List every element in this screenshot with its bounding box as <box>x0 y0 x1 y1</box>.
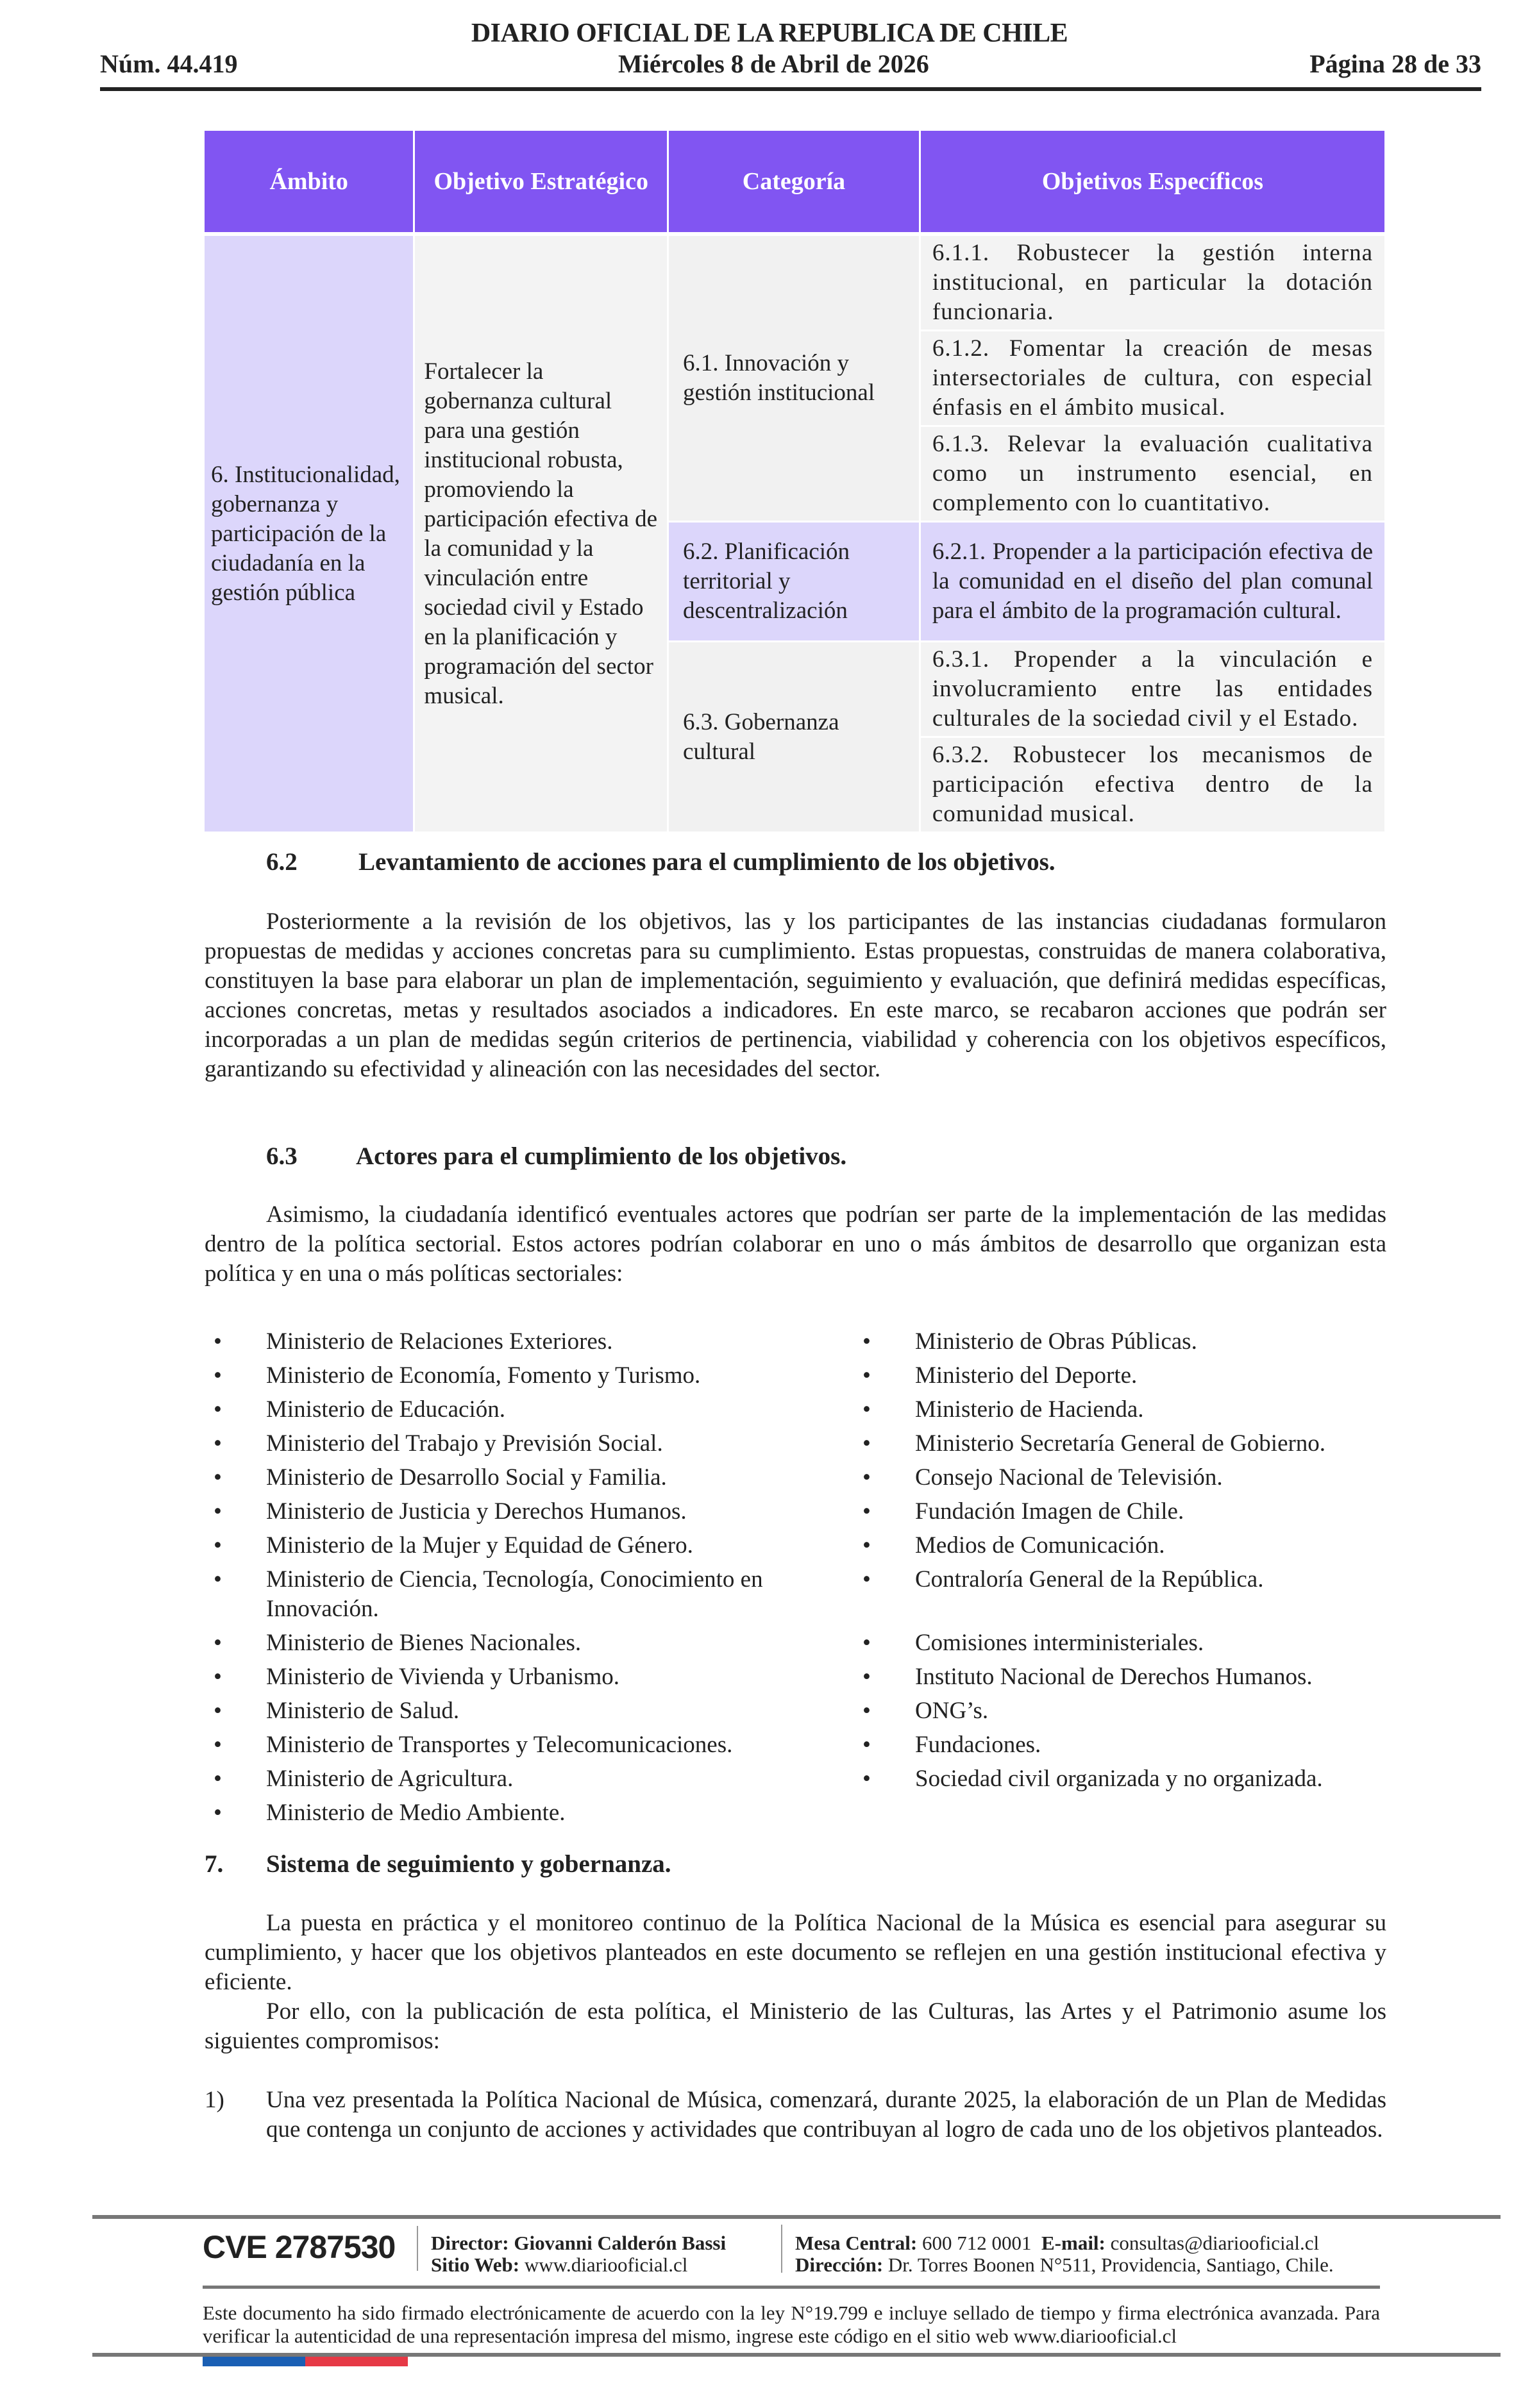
bullet-icon: • <box>214 1566 222 1593</box>
actor-name: ONG’s. <box>915 1698 989 1724</box>
actor-name: Ministerio de Obras Públicas. <box>915 1328 1197 1355</box>
newspaper-title: DIARIO OFICIAL DE LA REPUBLICA DE CHILE <box>471 19 1068 48</box>
actor-name: Consejo Nacional de Televisión. <box>915 1464 1223 1491</box>
bullet-icon: • <box>214 1362 222 1389</box>
actor-name: Comisiones interministeriales. <box>915 1630 1204 1656</box>
actor-name: Ministerio de la Mujer y Equidad de Género. <box>266 1532 693 1559</box>
bullet-icon: • <box>862 1396 871 1423</box>
actor-list-item <box>205 1429 854 1459</box>
commitment-item <box>205 2086 1386 2145</box>
issue-date: Miércoles 8 de Abril de 2026 <box>618 49 929 78</box>
actor-list-item <box>854 1429 1386 1459</box>
actor-list-item <box>854 1628 1386 1658</box>
phone: 600 712 0001 <box>922 2232 1032 2254</box>
actor-name: Ministerio de Vivienda y Urbanismo. <box>266 1664 619 1690</box>
actor-list-item <box>205 1662 854 1692</box>
footer-separator <box>781 2225 782 2273</box>
actor-name: Ministerio de Justicia y Derechos Humanos. <box>266 1498 687 1525</box>
actor-list-item <box>205 1730 854 1760</box>
actor-list-item <box>854 1565 1386 1624</box>
actor-name: Ministerio de Hacienda. <box>915 1396 1144 1423</box>
categoria-cell: 6.3. Gobernanza cultural <box>668 642 920 833</box>
actor-list-item <box>854 1361 1386 1391</box>
actor-list-item <box>205 1531 854 1560</box>
actor-name: Ministerio de Relaciones Exteriores. <box>266 1328 613 1355</box>
legal-notice: Este documento ha sido firmado electrónicamente de acuerdo con la ley N°19.799 e incluye sellado de tiempo y firma electrónica avanzada. Para verificar la autenticidad de una representación impresa del mismo, ingrese este código en el sitio web www.diariooficial.cl <box>203 2302 1380 2347</box>
section-title: Actores para el cumplimiento de los objetivos. <box>356 1142 847 1170</box>
bullet-icon: • <box>214 1698 222 1724</box>
actor-name: Ministerio del Trabajo y Previsión Social. <box>266 1430 663 1457</box>
actor-list-item <box>854 1798 1386 1828</box>
label: Sitio Web: <box>431 2253 520 2276</box>
actor-list-item <box>205 1798 854 1828</box>
actor-list-item <box>854 1764 1386 1794</box>
especifico-cell: 6.1.2. Fomentar la creación de mesas intersectoriales de cultura, con especial énfasis en el ámbito musical. <box>920 331 1385 426</box>
categoria-cell: 6.1. Innovación y gestión institucional <box>668 234 920 522</box>
actor-list-item <box>854 1395 1386 1425</box>
section-6-3-paragraph: Asimismo, la ciudadanía identificó eventuales actores que podrían ser parte de la implementación de las medidas dentro de la política sectorial. Estos actores podrían colaborar en uno o más ámbitos de desarrollo que organizan esta política y en una o más políticas sectoriales: <box>205 1201 1386 1287</box>
actor-name: Ministerio de Agricultura. <box>266 1766 514 1792</box>
ambito-cell: 6. Institucionalidad, gobernanza y participación de la ciudadanía en la gestión pública <box>205 234 414 833</box>
categoria-cell: 6.2. Planificación territorial y descentralización <box>668 522 920 642</box>
actor-name: Ministerio de Desarrollo Social y Familia. <box>266 1464 667 1491</box>
section-number: 7. <box>205 1850 224 1878</box>
footer-director-block <box>431 2232 726 2276</box>
bullet-icon: • <box>214 1732 222 1758</box>
section-title: Levantamiento de acciones para el cumplimiento de los objetivos. <box>358 848 1055 876</box>
website-link[interactable]: www.diariooficial.cl <box>524 2253 688 2276</box>
bullet-icon: • <box>862 1732 871 1758</box>
actor-name: Sociedad civil organizada y no organizada. <box>915 1766 1323 1792</box>
actor-list-item <box>854 1327 1386 1357</box>
address: Dr. Torres Boonen N°511, Providencia, Santiago, Chile. <box>887 2253 1334 2276</box>
label: Director: <box>431 2232 509 2254</box>
col-header: Ámbito <box>205 131 414 234</box>
bullet-icon: • <box>214 1498 222 1525</box>
bullet-icon: • <box>214 1630 222 1656</box>
actor-name: Ministerio de Salud. <box>266 1698 460 1724</box>
actor-name: Ministerio de Medio Ambiente. <box>266 1800 566 1826</box>
actor-list-item <box>854 1730 1386 1760</box>
objectives-table <box>205 131 1386 833</box>
actor-name: Ministerio de Ciencia, Tecnología, Conocimiento en Innovación. <box>266 1566 763 1622</box>
section-title: Sistema de seguimiento y gobernanza. <box>266 1850 671 1878</box>
actor-list-item <box>205 1696 854 1726</box>
bullet-icon: • <box>862 1664 871 1690</box>
actor-name: Ministerio de Economía, Fomento y Turismo. <box>266 1362 701 1389</box>
header-row <box>100 49 1481 79</box>
actor-name: Ministerio de Transportes y Telecomunicaciones. <box>266 1732 733 1758</box>
especifico-cell: 6.3.2. Robustecer los mecanismos de participación efectiva dentro de la comunidad musical. <box>920 737 1385 833</box>
section-7-heading <box>205 1850 671 1878</box>
bullet-icon: • <box>862 1328 871 1355</box>
bullet-icon: • <box>214 1396 222 1423</box>
actor-name: Ministerio Secretaría General de Gobierno. <box>915 1430 1326 1457</box>
footer-separator <box>417 2226 418 2271</box>
section-number: 6.2 <box>266 848 298 876</box>
actor-name: Medios de Comunicación. <box>915 1532 1165 1559</box>
section-6-2-paragraph: Posteriormente a la revisión de los objetivos, las y los participantes de las instancias ciudadanas formularon propuestas de medidas y acciones concretas para su cumplimiento. Estas propuestas, construidas de manera colaborativa, constituyen la base para elaborar un plan de implementación, seguimiento y evaluación, que definirá medidas específicas, acciones concretas, metas y resultados asociados a indicadores. En este marco, se recabaron acciones que podrán ser incorporadas a un plan de medidas según criterios de pertinencia, viabilidad y coherencia con los objetivos específicos, garantizando su efectividad y alineación con las necesidades del sector. <box>205 908 1386 1082</box>
bullet-icon: • <box>862 1566 871 1593</box>
bullet-icon: • <box>862 1766 871 1792</box>
actor-list-item <box>205 1463 854 1492</box>
section-7-paragraph-2: Por ello, con la publicación de esta política, el Ministerio de las Culturas, las Artes y el Patrimonio asume los siguientes compromisos: <box>205 1998 1386 2054</box>
issue-number: Núm. 44.419 <box>100 49 238 78</box>
bullet-icon: • <box>214 1532 222 1559</box>
bullet-icon: • <box>862 1464 871 1491</box>
bullet-icon: • <box>214 1664 222 1690</box>
bullet-icon: • <box>214 1800 222 1826</box>
actor-list-item <box>205 1764 854 1794</box>
actor-list-item <box>854 1497 1386 1526</box>
footer-rule <box>92 2215 1501 2219</box>
actor-list-item <box>854 1696 1386 1726</box>
section-7-paragraph-1: La puesta en práctica y el monitoreo continuo de la Política Nacional de la Música es esencial para asegurar su cumplimiento, y hacer que los objetivos planteados en este documento se reflejen en una gestión institucional efectiva y eficiente. <box>205 1910 1386 1995</box>
section-number: 6.3 <box>266 1142 298 1170</box>
email-link[interactable]: consultas@diariooficial.cl <box>1110 2232 1320 2254</box>
especifico-cell: 6.2.1. Propender a la participación efectiva de la comunidad en el diseño del plan comunal para el ámbito de la programación cultural. <box>920 522 1385 642</box>
actor-list-item <box>205 1497 854 1526</box>
footer-contact-block <box>795 2232 1334 2276</box>
cve-code: CVE 2787530 <box>203 2229 396 2265</box>
bullet-icon: • <box>214 1766 222 1792</box>
actor-name: Contraloría General de la República. <box>915 1566 1264 1593</box>
actor-list-item <box>854 1662 1386 1692</box>
col-header: Objetivo Estratégico <box>414 131 668 234</box>
col-header: Categoría <box>668 131 920 234</box>
page-number: Página 28 de 33 <box>1309 49 1481 78</box>
actor-name: Instituto Nacional de Derechos Humanos. <box>915 1664 1313 1690</box>
actor-list-item <box>205 1565 854 1624</box>
bullet-icon: • <box>862 1498 871 1525</box>
bullet-icon: • <box>862 1630 871 1656</box>
actor-name: Fundación Imagen de Chile. <box>915 1498 1184 1525</box>
objetivo-cell: Fortalecer la gobernanza cultural para una gestión institucional robusta, promoviendo la participación efectiva de la comunidad y la vinculación entre sociedad civil y Estado en la planificación y programación del sector musical. <box>414 234 668 833</box>
item-text: Una vez presentada la Política Nacional de Música, comenzará, durante 2025, la elaboración de un Plan de Medidas que contenga un conjunto de acciones y actividades que contribuyan al logro de cada uno de los objetivos planteados. <box>266 2087 1386 2143</box>
header-rule <box>100 87 1481 91</box>
actor-name: Ministerio del Deporte. <box>915 1362 1138 1389</box>
bullet-icon: • <box>862 1532 871 1559</box>
table-header-row <box>205 131 1386 234</box>
bullet-icon: • <box>214 1430 222 1457</box>
footer-rule <box>203 2286 1380 2289</box>
actor-list-item <box>205 1628 854 1658</box>
flag-blue-stripe <box>203 2357 305 2366</box>
director-name: Giovanni Calderón Bassi <box>514 2232 727 2254</box>
actor-list-item <box>205 1361 854 1391</box>
bullet-icon: • <box>862 1362 871 1389</box>
section-6-2-heading <box>266 848 1055 876</box>
flag-red-stripe <box>305 2357 408 2366</box>
label: E-mail: <box>1041 2232 1106 2254</box>
actor-list-item <box>205 1327 854 1357</box>
actor-name: Ministerio de Educación. <box>266 1396 505 1423</box>
bullet-icon: • <box>862 1698 871 1724</box>
label: Mesa Central: <box>795 2232 918 2254</box>
bullet-icon: • <box>862 1430 871 1457</box>
actor-name: Ministerio de Bienes Nacionales. <box>266 1630 582 1656</box>
label: Dirección: <box>795 2253 884 2276</box>
especifico-cell: 6.1.3. Relevar la evaluación cualitativa como un instrumento esencial, en complemento con lo cuantitativo. <box>920 426 1385 522</box>
bullet-icon: • <box>214 1328 222 1355</box>
item-number: 1) <box>205 2087 224 2113</box>
table-row <box>205 234 1386 331</box>
actor-list-item <box>854 1531 1386 1560</box>
actor-list-item <box>854 1463 1386 1492</box>
actor-list-item <box>205 1395 854 1425</box>
bullet-icon: • <box>214 1464 222 1491</box>
especifico-cell: 6.1.1. Robustecer la gestión interna institucional, en particular la dotación funcionaria. <box>920 234 1385 331</box>
col-header: Objetivos Específicos <box>920 131 1385 234</box>
especifico-cell: 6.3.1. Propender a la vinculación e involucramiento entre las entidades culturales de la sociedad civil y el Estado. <box>920 642 1385 737</box>
section-6-3-heading <box>266 1142 846 1171</box>
actor-name: Fundaciones. <box>915 1732 1041 1758</box>
actors-list <box>205 1327 1386 1828</box>
